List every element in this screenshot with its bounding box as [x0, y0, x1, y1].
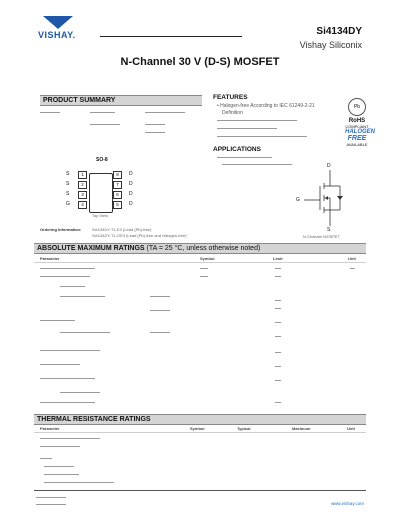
abs-row-text — [275, 322, 281, 323]
abs-col-parameter: Parameter — [40, 256, 60, 261]
thermal-row-text — [40, 446, 80, 447]
abs-row-text — [150, 296, 170, 297]
abs-row-text — [275, 300, 281, 301]
feature-line — [217, 136, 307, 137]
summary-text-line — [145, 124, 165, 125]
product-summary-header: PRODUCT SUMMARY — [40, 95, 202, 106]
rohs-label: RoHS — [348, 118, 366, 124]
row-divider — [34, 262, 366, 263]
abs-row-text — [350, 268, 355, 269]
applications-heading: APPLICATIONS — [213, 146, 261, 153]
ordering-line-1: Si4134DY-T1-E3 (Lead (Pb)-free) — [92, 227, 152, 232]
source-label: S — [327, 227, 331, 233]
rohs-compliant: COMPLIANT — [345, 124, 369, 129]
abs-row-text — [40, 364, 80, 365]
features-heading: FEATURES — [213, 94, 248, 101]
pin-number: 3 — [78, 191, 87, 199]
row-divider — [34, 432, 366, 433]
summary-text-line — [145, 112, 185, 113]
summary-text-line — [145, 132, 165, 133]
header-rule — [100, 36, 242, 37]
abs-row-text — [275, 336, 281, 337]
abs-row-text — [275, 366, 281, 367]
thermal-col-parameter: Parameter — [40, 426, 60, 431]
abs-max-condition: (TA = 25 °C, unless otherwise noted) — [146, 245, 261, 252]
pin-label: S — [66, 171, 70, 177]
abs-row-text — [275, 268, 281, 269]
package-name: SO-8 — [96, 157, 108, 163]
abs-row-text — [150, 310, 170, 311]
pin-label: S — [66, 181, 70, 187]
thermal-row-text — [40, 458, 52, 459]
application-line — [222, 164, 292, 165]
ordering-label: Ordering Information: — [40, 227, 82, 232]
pb-free-icon: Pb — [348, 98, 366, 116]
ordering-line-2: Si4134DY-T1-GE3 (Lead (Pb)-free and Halogen-free) — [92, 233, 187, 238]
mosfet-symbol — [296, 160, 366, 238]
abs-col-unit: Unit — [348, 256, 356, 261]
summary-text-line — [40, 112, 60, 113]
vishay-logo — [38, 16, 78, 42]
feature-text: Halogen-free According to IEC 61249-2-21 — [220, 103, 315, 109]
abs-row-text — [40, 268, 95, 269]
pin-label: D — [129, 171, 133, 177]
chip-body — [89, 173, 113, 213]
thermal-col-symbol: Symbol — [190, 426, 205, 431]
abs-row-text — [275, 308, 281, 309]
halogen-label: HALOGEN — [345, 129, 375, 135]
footer-text — [36, 497, 66, 498]
gate-label: G — [296, 197, 300, 203]
pin-label: D — [129, 181, 133, 187]
abs-row-text — [275, 276, 281, 277]
footer-link[interactable]: www.vishay.com — [331, 501, 364, 506]
thermal-row-text — [40, 438, 100, 439]
feature-text-cont: Definition — [222, 110, 243, 116]
brand-name: VISHAY. — [38, 30, 76, 40]
thermal-col-unit: Unit — [347, 426, 355, 431]
footer-text — [36, 504, 66, 505]
mosfet-caption: N-Channel MOSFET — [303, 234, 340, 239]
rohs-badge — [345, 98, 375, 147]
abs-row-text — [200, 276, 208, 277]
summary-text-line — [90, 112, 115, 113]
n-channel-mosfet-icon — [296, 160, 366, 238]
pin-number: 4 — [78, 201, 87, 209]
thermal-row-text — [44, 482, 114, 483]
abs-row-text — [200, 268, 208, 269]
so8-package-diagram — [62, 168, 138, 214]
thermal-col-maximum: Maximum — [292, 426, 311, 431]
feature-item: • Halogen-free According to IEC 61249-2-21 — [217, 103, 315, 109]
pin-number: 8 — [113, 171, 122, 179]
abs-row-text — [60, 392, 100, 393]
abs-row-text — [275, 402, 281, 403]
footer-rule — [34, 490, 366, 491]
pin-label: D — [129, 191, 133, 197]
abs-row-text — [40, 402, 95, 403]
abs-row-text — [60, 296, 105, 297]
pin-number: 5 — [113, 201, 122, 209]
pin-label: G — [66, 201, 70, 207]
abs-row-text — [40, 320, 75, 321]
abs-row-text — [40, 276, 90, 277]
abs-col-symbol: Symbol — [200, 256, 215, 261]
abs-row-text — [40, 378, 95, 379]
thermal-row-text — [44, 466, 74, 467]
abs-row-text — [275, 380, 281, 381]
abs-row-text — [275, 352, 281, 353]
part-number: Si4134DY — [316, 26, 362, 37]
thermal-header: THERMAL RESISTANCE RATINGS — [34, 414, 366, 425]
thermal-row-text — [44, 474, 79, 475]
abs-row-text — [150, 332, 170, 333]
abs-row-text — [60, 286, 85, 287]
page-title: N-Channel 30 V (D-S) MOSFET — [120, 56, 280, 68]
abs-max-header — [34, 243, 366, 254]
pin-number: 1 — [78, 171, 87, 179]
abs-row-text — [60, 332, 110, 333]
pin-number: 6 — [113, 191, 122, 199]
feature-line — [217, 120, 297, 121]
available-label: AVAILABLE — [346, 142, 368, 147]
thermal-col-typical: Typical — [237, 426, 251, 431]
abs-max-title: ABSOLUTE MAXIMUM RATINGS — [37, 245, 145, 252]
drain-label: D — [327, 163, 331, 169]
free-label: FREE — [347, 135, 367, 142]
pin-number: 2 — [78, 181, 87, 189]
logo-triangle-icon — [43, 16, 73, 29]
pin-label: D — [129, 201, 133, 207]
abs-row-text — [40, 350, 100, 351]
summary-text-line — [90, 124, 120, 125]
abs-col-limit: Limit — [273, 256, 283, 261]
company-name: Vishay Siliconix — [299, 40, 362, 50]
pin-label: S — [66, 191, 70, 197]
pin-number: 7 — [113, 181, 122, 189]
application-line — [217, 157, 272, 158]
top-view-label: Top View — [92, 213, 109, 218]
feature-line — [217, 128, 277, 129]
